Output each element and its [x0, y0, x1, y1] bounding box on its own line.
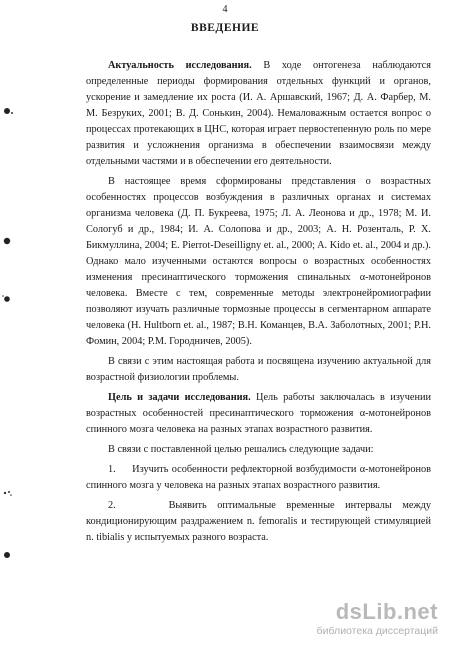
margin-mark-icon	[0, 486, 14, 500]
paragraph-relevance	[86, 58, 431, 170]
task-item-2: 2. Выявить оптимальные временные интервалы между кондиционирующим раздражением n. femoralis и тестирующей стимуляцией n. tibialis у испытуемых разного возраста.	[86, 500, 431, 543]
margin-dot-icon	[0, 548, 14, 562]
page-title: ВВЕДЕНИЕ	[190, 22, 260, 34]
section-lead-aim: Цель и задачи исследования.	[108, 392, 251, 403]
paragraph-text: В ходе онтогенеза наблюдаются определенные периоды формирования отдельных функций и органов, ускорение и замедление их роста (И. А. Аршавский, 1967; Д. А. Фарбер, М. М. Безруких, 2001; В. Д. Сонькин, 2004). Немаловажным остается вопрос о процессах протекающих в ЦНС, которая играет первостепенную роль по мере развития и усложнения организма в обеспечении взаимосвязи между отдельными частями и в обеспечении его деятельности.	[86, 60, 431, 167]
watermark-logo: dsLib.net	[335, 599, 438, 624]
watermark	[228, 599, 438, 639]
paragraph-state-of-research: В настоящее время сформированы представления о возрастных особенностях процессов возбуждения в различных органах и системах организма человека (Д. П. Букреева, 1975; Л. А. Леонова и др., 1978; М. И. Сологуб и др., 1984; И. А. Солопова и др., 2003; А. Н. Розенталь, Р. Х. Бикмуллина, 2004; E. Pierrot-Deseilligny et. al., 2000; A. Kido et. al., 2004 и др.). Однако мало изученными остаются вопросы о возрастных особенностях изменения пресинаптического торможения спинальных α-мотонейронов человека. Вместе с тем, современные методы электронейромиографии позволяют изучать различные тормозные процессы в сегментарном аппарате человека (H. Hultborn et. al., 1987; В.Н. Команцев, В.А. Заболотных, 2001; Р.Н. Фомин, 2004; Р.М. Городничев, 2005).	[86, 176, 431, 347]
paragraph-aim	[86, 390, 431, 438]
paragraph-text: Цель работы заключалась в изучении возрастных особенностей пресинаптического торможения α-мотонейронов спинного мозга человека на разных этапах возрастного развития.	[86, 392, 431, 435]
paragraph-work-purpose: В связи с этим настоящая работа и посвящена изучению актуальной для возрастной физиологии проблемы.	[86, 356, 431, 383]
task-item-1: 1. Изучить особенности рефлекторной возбудимости α-мотонейронов спинного мозга у человека на разных этапах возрастного развития.	[86, 464, 431, 491]
page-number: 4	[222, 4, 228, 15]
section-lead-relevance: Актуальность исследования.	[108, 60, 252, 71]
paragraph-tasks-intro: В связи с поставленной целью решались следующие задачи:	[108, 444, 374, 455]
margin-mark-icon	[0, 104, 14, 118]
watermark-subtitle: библиотека диссертаций	[316, 625, 438, 637]
document-body	[86, 58, 431, 550]
margin-mark-icon	[0, 292, 14, 306]
margin-dot-icon	[0, 234, 14, 248]
